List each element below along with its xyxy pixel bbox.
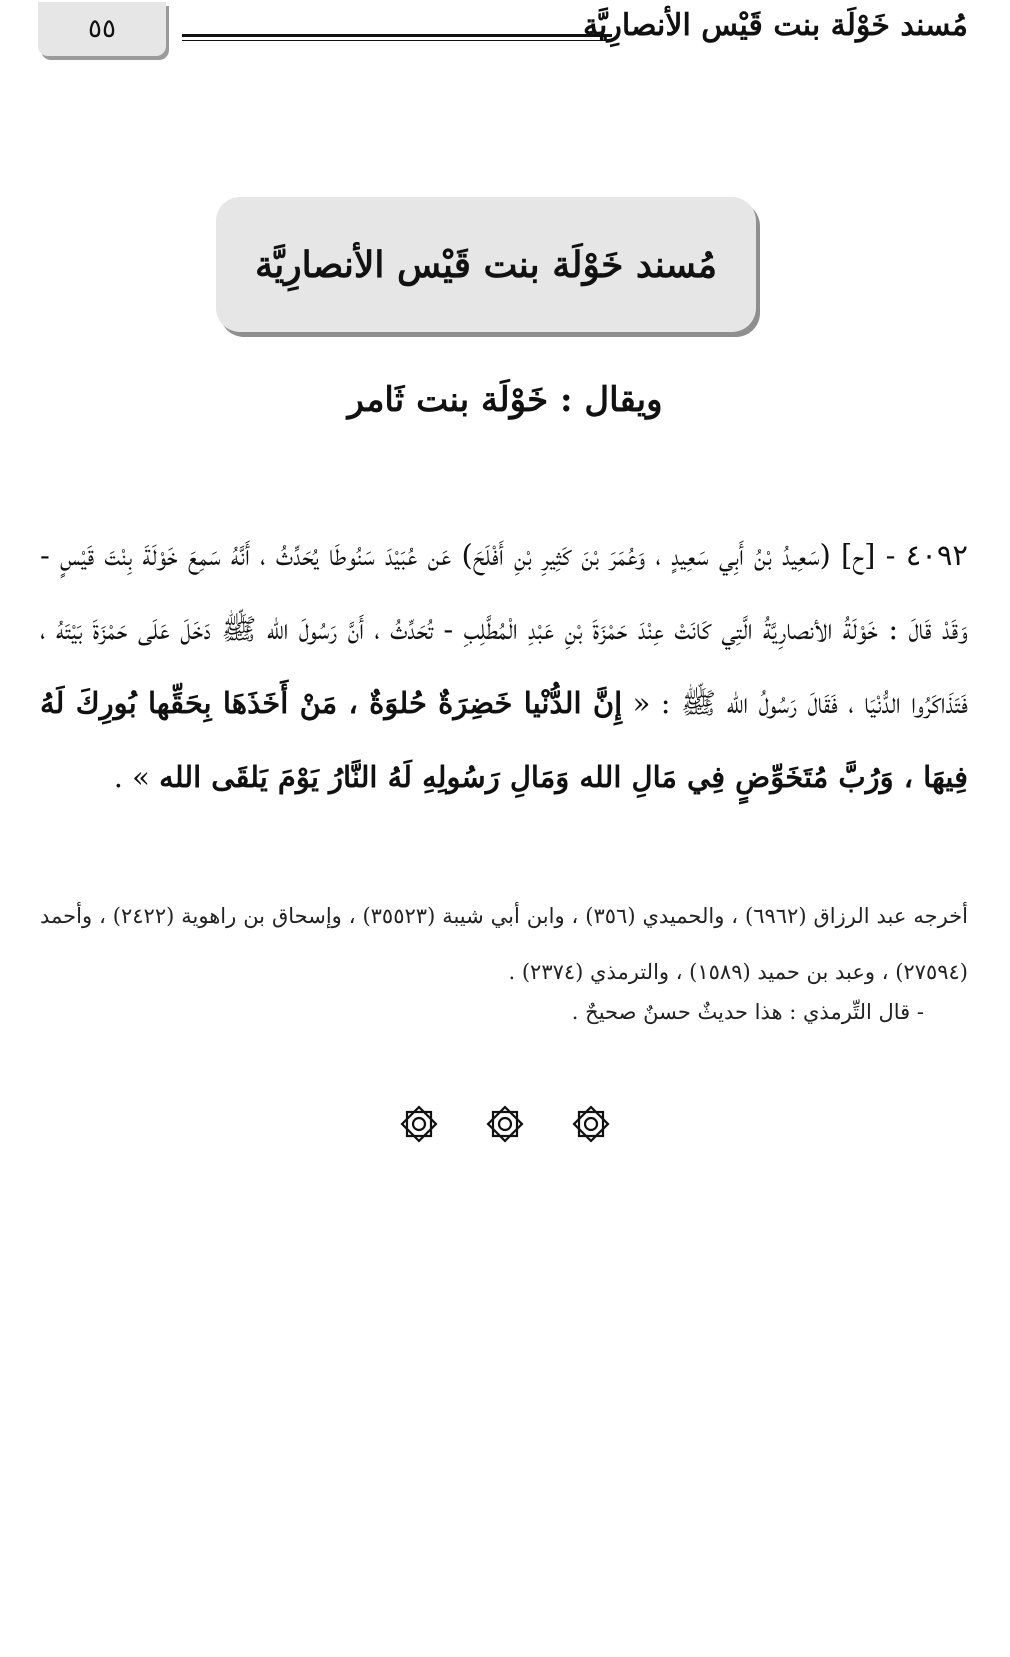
takhrij-note: أخرجه عبد الرزاق (٦٩٦٢) ، والحميدي (٣٥٦) ، وابن أبي شيبة (٣٥٥٢٣) ، وإسحاق بن راهوية (٢٤٢٢) ، وأحمد (٢٧٥٩٤) ، وعبد بن حميد (١٥٨٩) ، والترمذي (٢٣٧٤) .: [40, 904, 968, 984]
section-title: مُسند خَوْلَة بنت قَيْس الأنصارِيَّة: [254, 243, 718, 286]
eight-point-star-icon: [571, 1104, 611, 1144]
hadith-end: » .: [113, 760, 160, 794]
page-number: ٥٥: [88, 14, 116, 44]
header-rule: [182, 34, 612, 41]
eight-point-star-icon: [399, 1104, 439, 1144]
hadith-intro: ٤٠٩٢ - [ح] (سَعِيدُ بْنُ أَبِي سَعِيدٍ ، وَعُمَرَ بْنَ كَثِيرِ بْنِ أَفْلَحَ) عَن عُبَيْدَ سَنُوطَا يُحَدِّثُ ، أَنَّهُ سَمِعَ خَوْلَةَ بِنْتَ قَيْسٍ - وَقَدْ قَالَ : خَوْلَةُ الأنصارِيَّةُ الَّتِي كَانَتْ عِنْدَ حَمْزَةَ بْنِ عَبْدِ الْمُطَّلِبِ - تُحَدِّثُ ، أَنَّ رَسُولَ الله ﷺ دَخَلَ عَلَى حَمْزَةَ بَيْتَهُ ، فَتَذَاكَرُوا الدُّنْيَا ، فَقَالَ رَسُولُ الله ﷺ : «: [40, 538, 969, 720]
section-end-ornaments: [0, 1104, 1010, 1144]
running-title: مُسند خَوْلَة بنت قَيْس الأنصارِيَّة: [582, 8, 968, 43]
prophet-saying: إِنَّ الدُّنْيا خَضِرَةٌ حُلوَةٌ ، مَنْ أَخَذَهَا بِحَقِّها بُورِكَ لَهُ فِيهَا ، وَرُبَّ مُتَخَوِّضٍ فِي مَالِ الله وَمَالِ رَسُولِهِ لَهُ النَّارُ يَوْمَ يَلقَى الله: [40, 686, 968, 794]
alternate-name: ويقال : خَوْلَة بنت ثَامر: [347, 380, 663, 420]
page-number-box: [38, 2, 166, 56]
hadith-text: [40, 518, 968, 814]
tirmidhi-grading: - قال التِّرمذي : هذا حديثٌ حسنٌ صحيحٌ .: [571, 1000, 924, 1024]
section-title-box: [216, 197, 756, 332]
eight-point-star-icon: [485, 1104, 525, 1144]
